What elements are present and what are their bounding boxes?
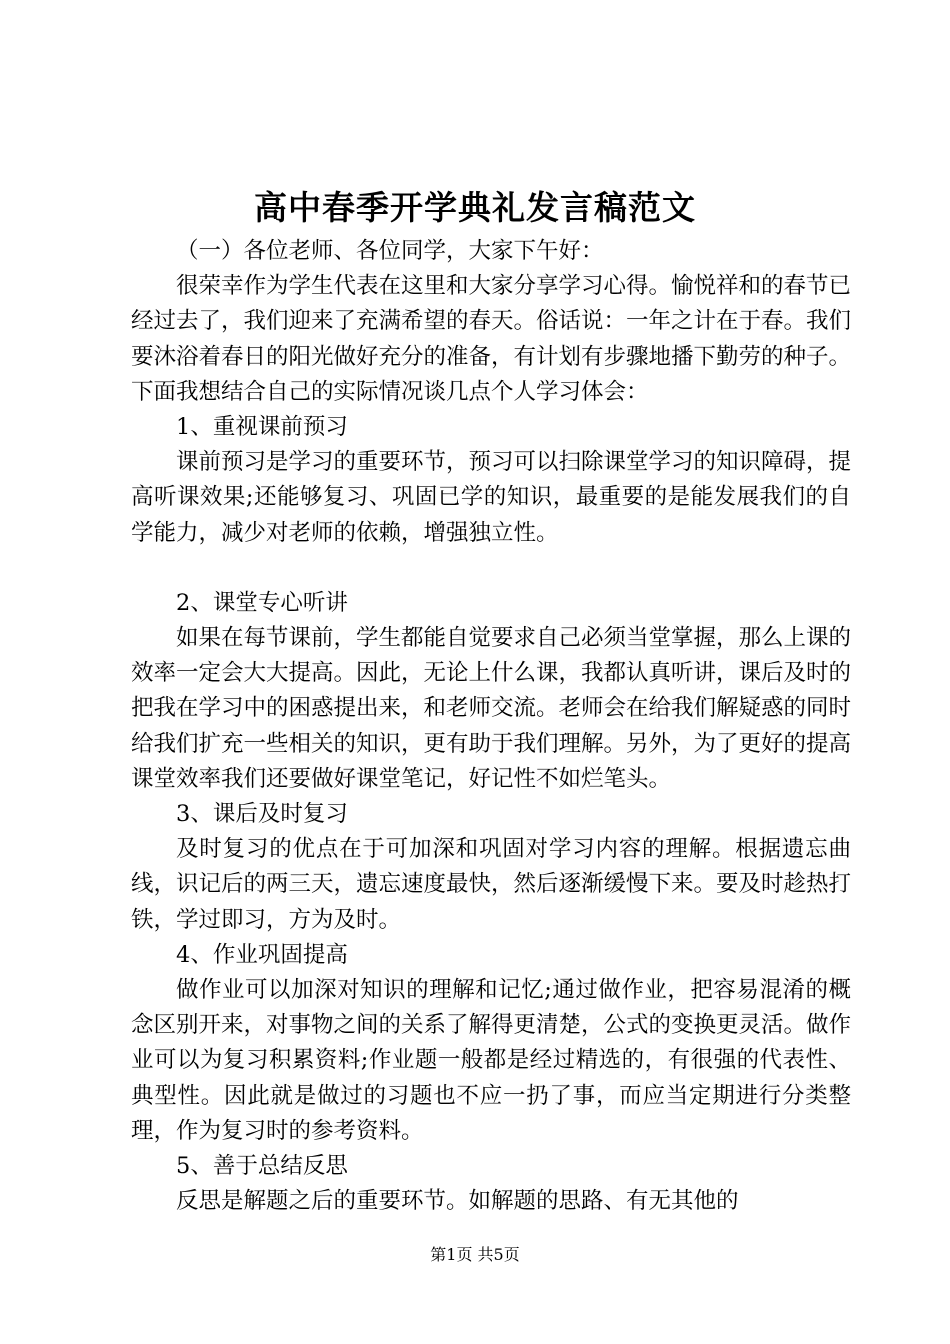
section-paragraph-3: 及时复习的优点在于可加深和巩固对学习内容的理解。根据遗忘曲线，识记后的两三天，遗忘速度最快，然后逐渐缓慢下来。要及时趁热打铁，学过即习，方为及时。 <box>131 836 852 933</box>
section-heading-4: 4、作业巩固提高 <box>176 941 348 968</box>
section-paragraph-5: 反思是解题之后的重要环节。如解题的思路、有无其他的 <box>176 1188 739 1215</box>
document-title: 高中春季开学典礼发言稿范文 <box>254 188 696 227</box>
intro-paragraph: 很荣幸作为学生代表在这里和大家分享学习心得。愉悦祥和的春节已经过去了，我们迎来了充满希望的春天。俗话说：一年之计在于春。我们要沐浴着春日的阳光做好充分的准备，有计划有步骤地播下勤劳的种子。下面我想结合自己的实际情况谈几点个人学习体会： <box>131 273 852 405</box>
document-body <box>131 234 851 1219</box>
page-footer: 第1页 共5页 <box>430 1245 520 1264</box>
paragraph-spacer <box>131 551 851 586</box>
section-paragraph-2: 如果在每节课前，学生都能自觉要求自己必须当堂掌握，那么上课的效率一定会大大提高。因此，无论上什么课，我都认真听讲，课后及时的把我在学习中的困惑提出来，和老师交流。老师会在给我们解疑惑的同时给我们扩充一些相关的知识，更有助于我们理解。另外，为了更好的提高课堂效率我们还要做好课堂笔记，好记性不如烂笔头。 <box>131 625 852 792</box>
section-paragraph-4: 做作业可以加深对知识的理解和记忆;通过做作业，把容易混淆的概念区别开来，对事物之间的关系了解得更清楚，公式的变换更灵活。做作业可以为复习积累资料;作业题一般都是经过精选的，有很强的代表性、典型性。因此就是做过的习题也不应一扔了事，而应当定期进行分类整理，作为复习时的参考资料。 <box>131 977 852 1144</box>
section-heading-3: 3、课后及时复习 <box>176 801 348 828</box>
section-heading-5: 5、善于总结反思 <box>176 1153 348 1180</box>
section-paragraph-1: 课前预习是学习的重要环节，预习可以扫除课堂学习的知识障碍，提高听课效果;还能够复习、巩固已学的知识，最重要的是能发展我们的自学能力，减少对老师的依赖，增强独立性。 <box>131 449 852 546</box>
greeting-paragraph: （一）各位老师、各位同学，大家下午好： <box>176 238 604 264</box>
section-heading-1: 1、重视课前预习 <box>176 414 348 441</box>
section-heading-2: 2、课堂专心听讲 <box>176 589 348 616</box>
